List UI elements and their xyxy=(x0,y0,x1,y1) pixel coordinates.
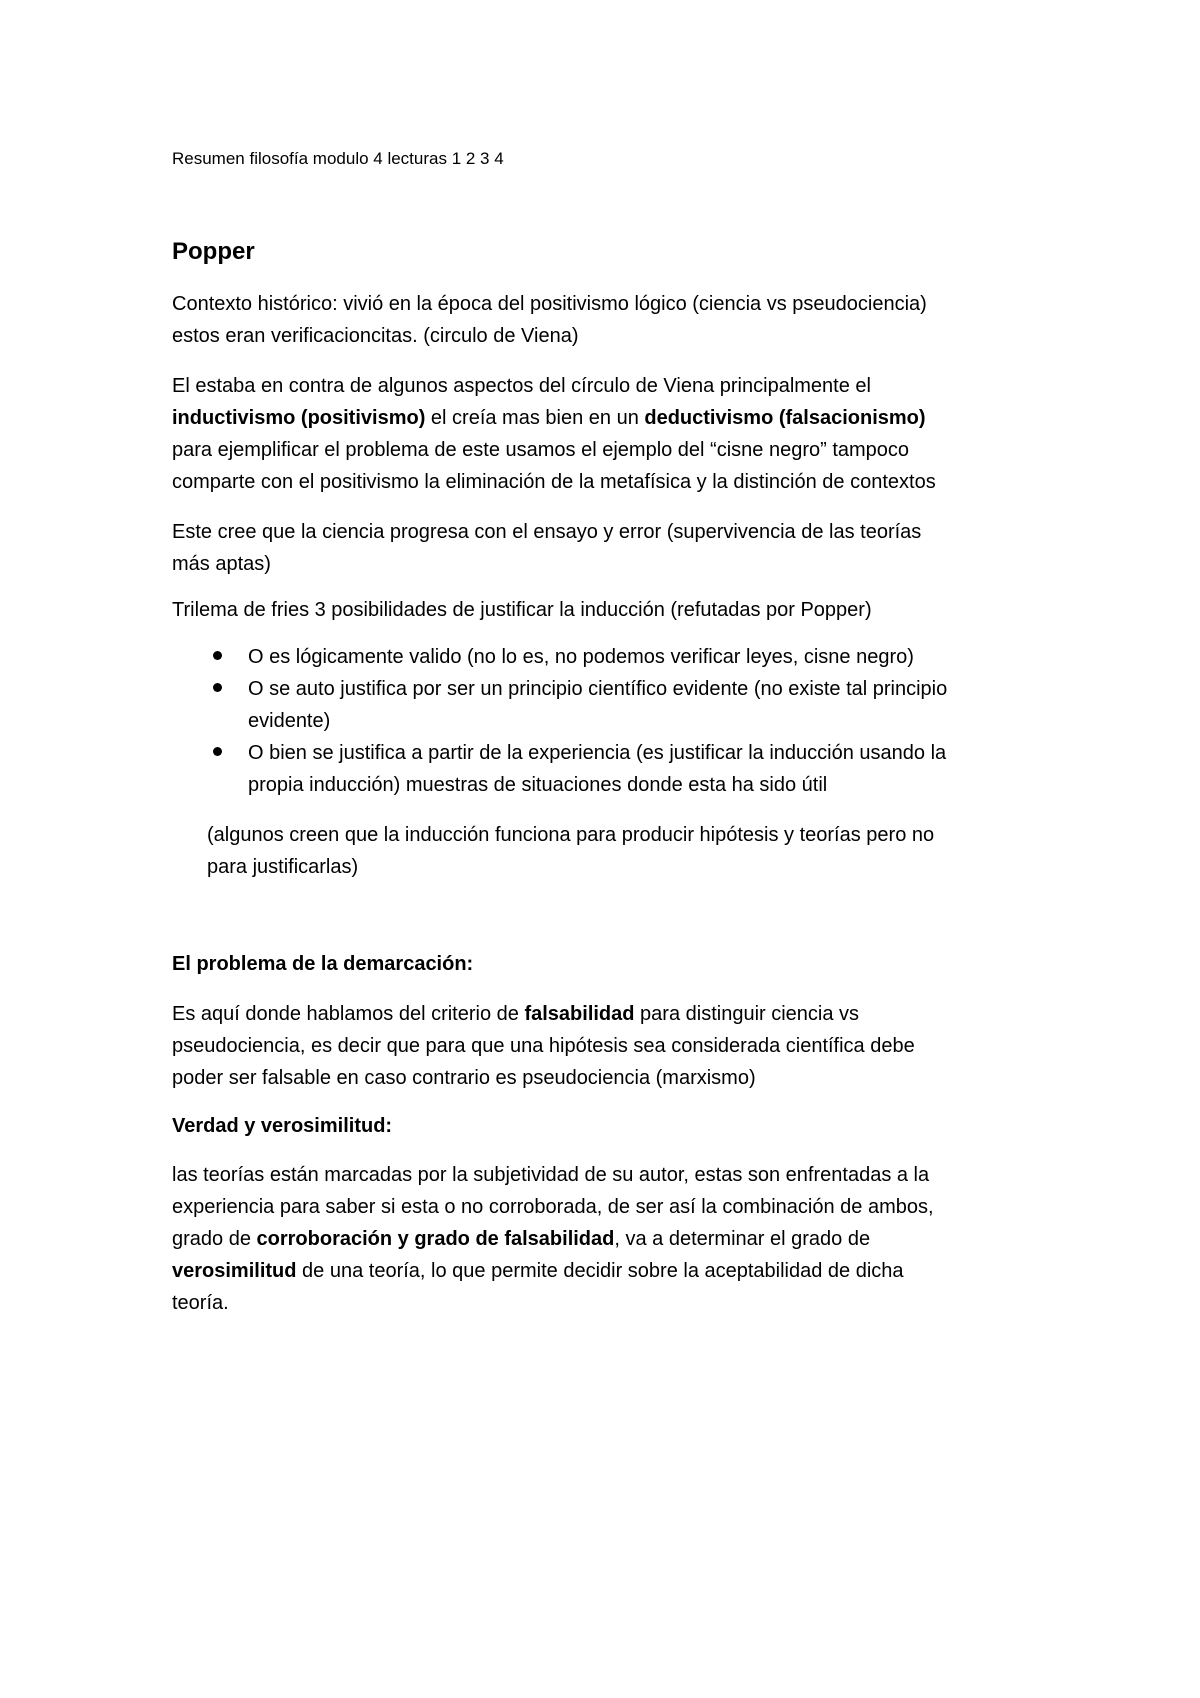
demarcation-heading: El problema de la demarcación: xyxy=(172,953,474,975)
bullet-item-2-line-1: O se auto justifica por ser un principio científico evidente (no existe tal principio xyxy=(248,678,948,700)
verisimilitude-line-2: experiencia para saber si esta o no corroborada, de ser así la combinación de ambos, xyxy=(172,1196,934,1218)
demarcation-line-3: poder ser falsable en caso contrario es pseudociencia (marxismo) xyxy=(172,1067,756,1089)
verisimilitude-line-5: teoría. xyxy=(172,1292,229,1314)
falsabilidad-bold: falsabilidad xyxy=(524,1003,635,1025)
demarcation-line-1-text-b: para distinguir ciencia vs xyxy=(634,1003,860,1025)
popper-paragraph-2-line-1: El estaba en contra de algunos aspectos del círculo de Viena principalmente el xyxy=(172,375,871,397)
verisimilitude-line-4 xyxy=(172,1259,904,1283)
corroboracion-bold: corroboración y grado de falsabilidad xyxy=(256,1228,615,1250)
bullet-item-3-line-1: O bien se justifica a partir de la experiencia (es justificar la inducción usando la xyxy=(248,742,947,764)
bullet-item-3-line-2: propia inducción) muestras de situaciones donde esta ha sido útil xyxy=(248,774,828,796)
paragraph-2-line-2-text: el creía mas bien en un xyxy=(425,407,645,429)
bullet-item-2-line-2: evidente) xyxy=(248,710,331,732)
induction-note-line-1: (algunos creen que la inducción funciona para producir hipótesis y teorías pero no xyxy=(207,824,935,846)
bullet-icon xyxy=(213,683,222,692)
induction-note-line-2: para justificarlas) xyxy=(207,856,359,878)
trilema-intro: Trilema de fries 3 posibilidades de justificar la inducción (refutadas por Popper) xyxy=(172,599,872,621)
bullet-item-1-line-1: O es lógicamente valido (no lo es, no podemos verificar leyes, cisne negro) xyxy=(248,646,914,668)
verosimilitud-bold: verosimilitud xyxy=(172,1260,297,1282)
popper-paragraph-2-line-4: comparte con el positivismo la eliminación de la metafísica y la distinción de contextos xyxy=(172,471,936,493)
demarcation-line-2: pseudociencia, es decir que para que una hipótesis sea considerada científica debe xyxy=(172,1035,915,1057)
popper-paragraph-3-line-1: Este cree que la ciencia progresa con el ensayo y error (supervivencia de las teorías xyxy=(172,521,922,543)
popper-paragraph-2-line-2 xyxy=(172,406,926,430)
document-title: Resumen filosofía modulo 4 lecturas 1 2 3 4 xyxy=(172,149,504,168)
popper-paragraph-3-line-2: más aptas) xyxy=(172,553,271,575)
popper-paragraph-1-line-2: estos eran verificacioncitas. (circulo de Viena) xyxy=(172,325,579,347)
bullet-icon xyxy=(213,747,222,756)
verisimilitude-line-3-text-a: grado de xyxy=(172,1228,257,1250)
popper-heading: Popper xyxy=(172,238,255,265)
verisimilitude-line-4-text: de una teoría, lo que permite decidir sobre la aceptabilidad de dicha xyxy=(296,1260,904,1282)
verisimilitude-line-1: las teorías están marcadas por la subjetividad de su autor, estas son enfrentadas a la xyxy=(172,1164,930,1186)
bullet-icon xyxy=(213,651,222,660)
verisimilitude-line-3 xyxy=(172,1227,870,1251)
inductivismo-bold: inductivismo (positivismo) xyxy=(172,407,426,429)
popper-paragraph-1-line-1: Contexto histórico: vivió en la época del positivismo lógico (ciencia vs pseudociencia) xyxy=(172,293,927,315)
deductivismo-bold: deductivismo (falsacionismo) xyxy=(644,407,926,429)
verisimilitude-heading: Verdad y verosimilitud: xyxy=(172,1115,393,1137)
verisimilitude-line-3-text-b: , va a determinar el grado de xyxy=(614,1228,871,1250)
popper-paragraph-2-line-3: para ejemplificar el problema de este usamos el ejemplo del “cisne negro” tampoco xyxy=(172,439,910,461)
demarcation-line-1-text-a: Es aquí donde hablamos del criterio de xyxy=(172,1003,525,1025)
demarcation-line-1 xyxy=(172,1002,859,1026)
